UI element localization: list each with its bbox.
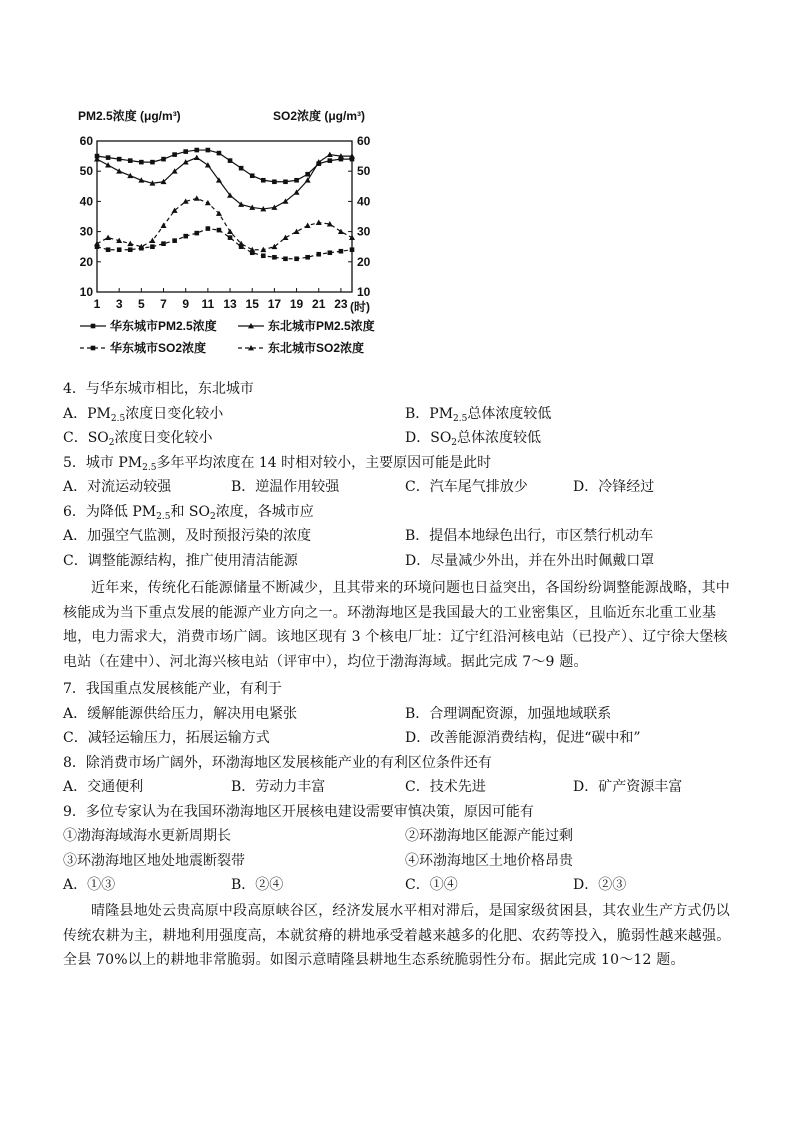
q5-option-b[interactable]: B．逆温作用较强 (231, 479, 340, 495)
data-point (349, 235, 355, 240)
q9-statement-1: ①渤海海域海水更新周期长 (63, 828, 231, 844)
legend-label: 华东城市PM2.5浓度 (110, 319, 217, 333)
x-tick-label: 19 (289, 297, 304, 311)
data-point (316, 252, 321, 257)
y-left-tick-label: 60 (79, 134, 93, 148)
series-3 (95, 226, 355, 261)
x-tick-label: 11 (201, 297, 215, 311)
q9-statement-3: ③环渤海地区地处地震断裂带 (63, 852, 245, 869)
data-point (328, 250, 333, 255)
q7-option-a[interactable]: A．缓解能源供给压力，解决用电紧张 (63, 705, 298, 722)
q8-option-a[interactable]: A．交通便利 (63, 779, 144, 795)
pollution-line-chart (60, 100, 400, 365)
data-point (117, 247, 122, 252)
data-point (139, 160, 144, 165)
data-point (339, 249, 344, 254)
data-point (228, 158, 233, 163)
series-line (97, 155, 352, 209)
q9-option-b[interactable]: B．②④ (231, 877, 284, 893)
data-point (328, 158, 333, 163)
data-point (294, 178, 299, 183)
q7-option-b[interactable]: B．合理调配资源，加强地域联系 (405, 705, 612, 722)
chart-series (94, 148, 355, 261)
data-point (282, 235, 288, 240)
data-point (161, 157, 166, 162)
data-point (305, 255, 310, 260)
q7-option-d[interactable]: D．改善能源消费结构，促进“碳中和” (405, 730, 641, 746)
data-point (194, 195, 200, 200)
q9-option-d[interactable]: D．②③ (573, 877, 627, 893)
q6-option-c[interactable]: C．调整能源结构，推广使用清洁能源 (63, 552, 298, 569)
question-4-stem: 4．与华东城市相比，东北城市 (63, 381, 254, 397)
data-point (205, 200, 211, 205)
q4-option-b[interactable]: B．$PM_{2.5}$总体浓度较低 (405, 405, 552, 424)
data-point (305, 177, 311, 182)
legend-label: 华东城市SO2浓度 (110, 341, 207, 355)
x-tick-label: 13 (223, 297, 237, 311)
data-point (183, 234, 188, 239)
data-point (350, 247, 355, 252)
data-point (106, 247, 111, 252)
q5-option-a[interactable]: A．对流运动较强 (63, 479, 172, 495)
data-point (194, 155, 200, 160)
q9-option-a[interactable]: A．①③ (63, 877, 116, 893)
x-tick-label: 7 (160, 297, 167, 311)
q6-option-d[interactable]: D．尽量减少外出，并在外出时佩戴口罩 (405, 552, 655, 569)
data-point (150, 160, 155, 165)
data-point (194, 148, 199, 153)
q9-statement-2: ②环渤海地区能源产能过剩 (405, 828, 573, 844)
data-point (227, 229, 233, 234)
question-block-4-6 (63, 377, 734, 573)
question-9-stem: 9．多位专家认为在我国环渤海地区开展核电建设需要审慎决策，原因可能有 (63, 803, 534, 820)
x-tick-label: 21 (312, 297, 326, 311)
data-point (261, 178, 266, 183)
series-line (97, 198, 352, 249)
x-tick-label: 9 (182, 297, 190, 311)
q4-option-d[interactable]: D．$SO_2$总体浓度较低 (405, 430, 542, 448)
data-point (249, 247, 255, 252)
data-point (106, 155, 111, 160)
q8-option-c[interactable]: C．技术先进 (405, 779, 486, 795)
x-tick-label: 3 (115, 297, 123, 311)
y-left-tick-label: 20 (79, 254, 93, 269)
data-point (127, 241, 133, 246)
data-point (305, 223, 311, 228)
legend-swatch-marker (91, 324, 96, 329)
y-right-tick-label: 10 (357, 285, 371, 299)
data-point (294, 256, 299, 261)
q8-option-d[interactable]: D．矿产资源丰富 (573, 779, 683, 795)
question-8-stem: 8．除消费市场广阔外，环渤海地区发展核能产业的有利区位条件还有 (63, 754, 492, 771)
data-point (206, 148, 211, 153)
data-point (105, 162, 111, 167)
y-right-tick-label: 60 (357, 134, 371, 148)
question-block-7-9 (63, 677, 734, 898)
series-line (97, 150, 352, 182)
q9-statement-4: ④环渤海地区土地价格昂贵 (405, 852, 573, 869)
y-right-tick-label: 40 (357, 194, 371, 209)
data-point (128, 247, 133, 252)
data-point (150, 244, 155, 249)
series-1 (95, 148, 355, 184)
x-tick-label: 23 (334, 297, 348, 311)
legend-swatch-marker (91, 346, 96, 351)
legend-label: 东北城市SO2浓度 (268, 341, 365, 355)
y-right-tick-label: 20 (357, 254, 371, 269)
data-point (283, 179, 288, 184)
y-left-tick-label: 40 (79, 194, 93, 209)
data-point (206, 226, 211, 231)
x-tick-label: 15 (245, 297, 259, 311)
x-tick-label: 1 (93, 297, 101, 311)
q9-option-c[interactable]: C．①④ (405, 877, 458, 893)
x-unit-label: (时) (350, 300, 370, 314)
data-point (172, 152, 177, 157)
data-point (305, 172, 310, 177)
data-point (205, 162, 211, 167)
passage-qinglong-county: 晴隆县地处云贵高原中段高原峡谷区，经济发展水平相对滞后，是国家级贫困县，其农业生产方式仍以传统农耕为主，耕地利用强度高，本就贫瘠的耕地承受着越来越多的化肥、农药等投入，脆弱性越来越强。全县 70%以上的耕地非常脆弱。如图示意晴隆县耕地生态系统脆弱性分布。据此完成 10～12 题。 (63, 903, 731, 968)
left-axis-title: PM2.5浓度 (μg/m³) (78, 109, 181, 123)
data-point (338, 229, 344, 234)
q4-option-c[interactable]: C．$SO_2$浓度日变化较小 (63, 430, 213, 448)
question-7-stem: 7．我国重点发展核能产业，有利于 (63, 681, 282, 697)
data-point (161, 241, 166, 246)
q5-option-d[interactable]: D．冷锋经过 (573, 479, 655, 495)
q8-option-b[interactable]: B．劳动力丰富 (231, 779, 326, 795)
q6-option-a[interactable]: A．加强空气监测，及时预报污染的浓度 (63, 528, 312, 544)
q5-option-c[interactable]: C．汽车尾气排放少 (405, 479, 528, 495)
plot-frame (97, 141, 352, 292)
series-4 (94, 195, 355, 252)
data-point (94, 241, 100, 246)
legend-label: 东北城市PM2.5浓度 (268, 319, 375, 333)
right-axis-title: SO2浓度 (μg/m³) (273, 109, 366, 123)
y-right-tick-label: 50 (357, 164, 371, 179)
data-point (272, 179, 277, 184)
y-left-tick-label: 30 (79, 224, 93, 239)
x-tick-label: 17 (267, 297, 282, 311)
data-point (149, 238, 155, 243)
data-point (116, 168, 122, 173)
data-point (105, 235, 111, 240)
data-point (239, 166, 244, 171)
data-point (217, 228, 222, 233)
q6-option-b[interactable]: B．提倡本地绿色出行，市区禁行机动车 (405, 528, 654, 544)
question-6-stem: 6．为降低 $PM_{2.5}$和 $SO_2$浓度，各城市应 (63, 503, 314, 522)
question-5-stem: 5．城市 $PM_{2.5}$多年平均浓度在 14 时相对较小，主要原因可能是此时 (63, 454, 492, 473)
data-point (128, 158, 133, 163)
passage-nuclear-energy: 近年来，传统化石能源储量不断减少，且其带来的环境问题也日益突出，各国纷纷调整能源战略，其中核能成为当下重点发展的能源产业方向之一。环渤海地区是我国最大的工业密集区，且临近东北重工业基地，电力需求大，消费市场广阔。该地区现有 3 个核电厂址：辽宁红沿河核电站（已投产）、辽宁徐大堡核电站（在建中）、河北海兴核电站（评审中），均位于渤海海域。据此完成 7～9 题。 (63, 580, 730, 670)
y-left-tick-label: 10 (79, 285, 93, 299)
data-point (161, 223, 167, 228)
data-point (194, 231, 199, 236)
q7-option-c[interactable]: C．减轻运输压力，拓展运输方式 (63, 730, 270, 746)
data-point (183, 149, 188, 154)
y-left-tick-label: 50 (79, 164, 93, 179)
chart-legend (80, 318, 375, 355)
x-tick-label: 5 (138, 297, 145, 311)
data-point (217, 151, 222, 156)
data-point (283, 256, 288, 261)
data-point (228, 235, 233, 240)
data-point (294, 229, 300, 234)
data-point (261, 253, 266, 258)
data-point (117, 157, 122, 162)
data-point (272, 255, 277, 260)
series-line (97, 229, 352, 259)
q4-option-a[interactable]: A．$PM_{2.5}$浓度日变化较小 (63, 405, 224, 424)
y-right-tick-label: 30 (357, 224, 371, 239)
data-point (250, 173, 255, 178)
data-point (172, 238, 177, 243)
